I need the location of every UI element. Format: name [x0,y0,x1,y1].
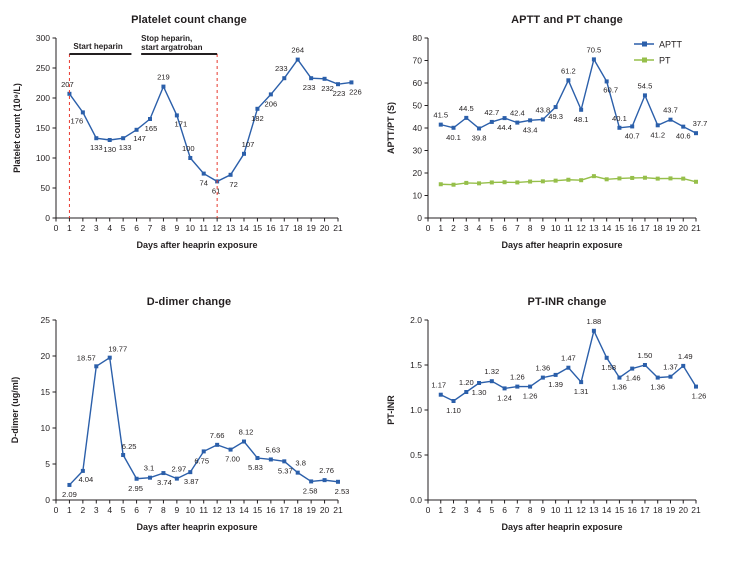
svg-text:Days after heaprin exposure: Days after heaprin exposure [501,522,623,532]
svg-text:5: 5 [489,223,495,233]
svg-text:D-dimer (ug/ml): D-dimer (ug/ml) [10,376,20,444]
svg-text:171: 171 [174,119,188,129]
svg-text:1: 1 [438,223,444,233]
svg-text:1.5: 1.5 [410,360,422,370]
svg-text:7: 7 [147,223,153,233]
svg-text:8: 8 [527,223,533,233]
svg-text:18.57: 18.57 [76,353,96,363]
svg-text:40: 40 [412,123,422,133]
svg-text:APTT: APTT [659,39,683,50]
svg-text:9: 9 [174,223,180,233]
svg-text:5.37: 5.37 [277,466,293,476]
svg-text:37.7: 37.7 [692,119,708,129]
svg-text:250: 250 [35,63,50,73]
svg-text:5.63: 5.63 [265,445,281,455]
svg-text:6: 6 [502,223,507,233]
svg-text:49.3: 49.3 [548,112,564,122]
svg-text:PT: PT [659,55,671,66]
svg-text:4: 4 [476,505,482,515]
svg-text:14: 14 [601,223,612,233]
svg-text:10: 10 [550,505,561,515]
svg-text:44.5: 44.5 [458,103,474,113]
svg-text:133: 133 [89,143,103,153]
svg-text:7.00: 7.00 [225,454,240,464]
svg-text:3: 3 [463,223,469,233]
svg-text:41.2: 41.2 [650,130,666,140]
svg-text:44.4: 44.4 [497,123,512,133]
svg-text:0: 0 [425,223,431,233]
svg-text:14: 14 [601,505,612,515]
svg-text:15: 15 [614,223,625,233]
svg-text:16: 16 [266,223,276,233]
svg-text:130: 130 [103,145,117,154]
svg-text:42.7: 42.7 [484,107,500,117]
svg-text:20: 20 [319,505,330,515]
aptt-pt-chart [378,0,756,282]
svg-text:21: 21 [691,505,701,515]
svg-text:207: 207 [61,79,74,89]
svg-text:182: 182 [251,113,264,123]
svg-text:1.10: 1.10 [446,406,461,415]
svg-text:10: 10 [40,423,50,433]
panel-ddimer-title: D-dimer change [146,296,232,308]
svg-text:11: 11 [199,223,209,233]
svg-text:1: 1 [67,505,72,515]
svg-text:7: 7 [514,505,520,515]
svg-text:54.5: 54.5 [637,81,653,91]
svg-text:15: 15 [40,387,50,397]
svg-text:16: 16 [627,505,637,515]
svg-text:0.5: 0.5 [410,450,422,460]
svg-text:1.20: 1.20 [458,378,474,387]
svg-text:40.1: 40.1 [612,113,627,123]
panel-aptt-pt [378,0,756,282]
svg-text:2.0: 2.0 [410,315,422,325]
svg-text:1.46: 1.46 [625,373,641,383]
svg-text:74: 74 [199,178,208,188]
svg-text:6.75: 6.75 [194,456,210,466]
svg-text:100: 100 [181,144,195,153]
svg-text:50: 50 [412,100,422,111]
svg-text:50: 50 [40,183,50,193]
svg-text:13: 13 [225,223,236,233]
svg-text:14: 14 [239,505,249,515]
panel-ptinr [378,282,756,564]
svg-text:3.8: 3.8 [295,458,306,468]
svg-text:20: 20 [319,223,330,233]
svg-text:41.5: 41.5 [433,110,449,120]
svg-text:0: 0 [45,213,50,223]
svg-text:2.76: 2.76 [319,466,334,476]
svg-text:12: 12 [576,505,586,515]
panel-platelet-count [0,0,378,282]
svg-text:18: 18 [652,223,663,233]
svg-text:5.83: 5.83 [248,463,263,473]
svg-text:15: 15 [252,505,263,515]
svg-text:5: 5 [120,223,126,233]
svg-text:Days after heaprin exposure: Days after heaprin exposure [501,240,623,250]
svg-text:PT-INR: PT-INR [386,395,396,425]
svg-text:70.5: 70.5 [586,45,602,55]
svg-text:4: 4 [107,223,113,233]
svg-text:3.1: 3.1 [143,463,155,473]
svg-text:1.39: 1.39 [548,379,564,389]
svg-text:0: 0 [53,223,59,233]
svg-text:4: 4 [107,505,113,515]
svg-text:1.0: 1.0 [410,405,422,415]
svg-text:150: 150 [35,123,50,133]
svg-text:2.53: 2.53 [334,486,350,496]
svg-text:15: 15 [252,223,263,233]
svg-text:48.1: 48.1 [573,114,589,124]
svg-text:Days after heaprin exposure: Days after heaprin exposure [136,240,258,250]
svg-text:Stop heparin,: Stop heparin, [141,34,193,43]
svg-text:40.6: 40.6 [675,131,691,141]
svg-text:10: 10 [185,505,196,515]
svg-text:223: 223 [332,89,346,99]
svg-text:40.1: 40.1 [446,132,461,142]
svg-text:233: 233 [302,83,316,93]
svg-text:10: 10 [185,223,196,233]
svg-text:60: 60 [412,78,422,88]
svg-text:5: 5 [45,459,50,469]
svg-text:70: 70 [412,55,422,66]
svg-text:60.7: 60.7 [603,85,619,95]
svg-text:0.0: 0.0 [410,495,422,505]
svg-text:165: 165 [144,124,158,133]
svg-text:19: 19 [306,505,316,515]
svg-text:1.36: 1.36 [535,363,551,373]
svg-text:2.58: 2.58 [302,486,318,496]
svg-text:2: 2 [451,223,456,233]
svg-text:2: 2 [80,505,86,515]
svg-text:6: 6 [134,223,139,233]
svg-text:5: 5 [120,505,126,515]
svg-text:8: 8 [527,505,533,515]
svg-text:0: 0 [53,505,59,515]
ptinr-chart [378,282,756,564]
svg-text:1: 1 [438,505,444,515]
svg-text:1.36: 1.36 [650,382,666,392]
svg-text:18: 18 [292,505,303,515]
svg-text:21: 21 [691,223,701,233]
svg-text:133: 133 [118,143,132,153]
svg-text:Days after heaprin exposure: Days after heaprin exposure [136,522,258,532]
svg-text:3.74: 3.74 [157,478,172,488]
svg-text:7: 7 [147,505,153,515]
svg-text:232: 232 [321,83,334,93]
svg-text:0: 0 [425,505,431,515]
svg-text:1.37: 1.37 [663,362,678,372]
svg-text:8: 8 [161,223,166,233]
svg-text:Platelet count (10⁹/L): Platelet count (10⁹/L) [12,83,22,173]
svg-text:1.24: 1.24 [497,393,512,403]
svg-text:1.26: 1.26 [691,391,707,401]
svg-text:3: 3 [463,505,469,515]
svg-text:1.26: 1.26 [522,391,538,401]
svg-text:43.8: 43.8 [535,105,551,115]
svg-text:2.97: 2.97 [171,464,187,474]
svg-text:226: 226 [349,87,362,97]
svg-text:80: 80 [412,33,422,43]
svg-text:1.30: 1.30 [471,388,487,397]
svg-text:14: 14 [239,223,249,233]
svg-text:2.95: 2.95 [128,483,143,493]
svg-text:APTT/PT (S): APTT/PT (S) [386,102,396,154]
svg-text:2.09: 2.09 [62,489,77,499]
svg-text:17: 17 [279,223,290,233]
svg-text:17: 17 [279,505,290,515]
svg-text:6.25: 6.25 [121,442,137,451]
svg-text:18: 18 [652,505,663,515]
svg-text:1: 1 [67,223,72,233]
svg-text:11: 11 [563,223,573,233]
svg-text:11: 11 [563,505,573,515]
svg-text:6: 6 [134,505,139,515]
svg-text:20: 20 [678,223,688,233]
svg-text:2: 2 [451,505,456,515]
svg-text:61.2: 61.2 [560,66,576,76]
svg-text:12: 12 [212,505,222,515]
svg-text:12: 12 [212,223,222,233]
svg-text:72: 72 [229,179,238,189]
svg-text:19: 19 [665,505,676,515]
svg-text:206: 206 [264,99,278,109]
svg-text:0: 0 [417,213,422,223]
svg-text:8: 8 [161,505,166,515]
svg-text:15: 15 [614,505,625,515]
ddimer-chart [0,282,378,564]
panel-aptt-title: APTT and PT change [511,14,623,26]
svg-text:4.04: 4.04 [78,474,94,484]
svg-text:0: 0 [45,495,50,505]
svg-text:100: 100 [35,153,50,163]
panel-ptinr-title: PT-INR change [527,296,607,308]
svg-text:21: 21 [333,505,343,515]
svg-text:17: 17 [640,223,650,233]
svg-text:11: 11 [199,505,209,515]
panel-platelet-title: Platelet count change [131,14,247,26]
svg-text:16: 16 [627,223,637,233]
svg-text:6: 6 [502,505,507,515]
svg-text:1.31: 1.31 [573,387,589,397]
svg-text:9: 9 [540,505,546,515]
svg-text:7.66: 7.66 [209,430,225,440]
svg-text:9: 9 [540,223,546,233]
platelet-chart [0,0,378,282]
svg-text:1.47: 1.47 [560,353,576,363]
svg-text:13: 13 [589,223,599,233]
svg-text:17: 17 [640,505,650,515]
svg-text:264: 264 [291,45,305,55]
svg-text:42.4: 42.4 [509,108,525,118]
svg-text:2: 2 [80,223,86,233]
svg-text:10: 10 [412,190,422,201]
svg-text:43.4: 43.4 [522,125,538,135]
svg-text:4: 4 [476,223,482,233]
svg-text:Start heparin: Start heparin [73,42,123,51]
svg-text:13: 13 [589,505,599,515]
svg-text:18: 18 [292,223,303,233]
svg-text:25: 25 [40,315,50,325]
svg-text:5: 5 [489,505,495,515]
svg-text:start argatroban: start argatroban [141,43,203,52]
svg-text:233: 233 [274,64,288,74]
svg-text:3: 3 [93,505,99,515]
svg-text:219: 219 [157,72,170,82]
svg-text:300: 300 [35,33,50,43]
svg-text:1.50: 1.50 [637,351,653,360]
svg-text:1.88: 1.88 [586,316,602,326]
svg-text:10: 10 [550,223,561,233]
svg-text:1.32: 1.32 [484,367,500,377]
svg-text:39.8: 39.8 [471,133,487,143]
svg-text:9: 9 [174,505,180,515]
svg-text:19: 19 [665,223,676,233]
svg-text:20: 20 [678,505,688,515]
svg-text:3: 3 [93,223,99,233]
svg-text:1.58: 1.58 [601,362,617,372]
svg-text:43.7: 43.7 [663,105,678,115]
svg-text:20: 20 [40,351,50,361]
svg-text:1.17: 1.17 [431,380,447,390]
svg-text:3.87: 3.87 [183,477,199,487]
svg-text:107: 107 [241,139,255,149]
svg-text:147: 147 [133,133,146,143]
svg-text:30: 30 [412,145,422,156]
svg-text:16: 16 [266,505,276,515]
svg-text:8.12: 8.12 [238,427,254,437]
svg-text:1.36: 1.36 [612,382,627,392]
svg-text:200: 200 [35,93,50,103]
svg-text:176: 176 [70,116,84,126]
svg-text:19: 19 [306,223,316,233]
svg-text:7: 7 [514,223,520,233]
svg-text:1.49: 1.49 [677,351,693,361]
panel-ddimer [0,282,378,564]
svg-text:61: 61 [211,186,221,196]
svg-text:40.7: 40.7 [624,131,640,141]
svg-text:19.77: 19.77 [108,344,128,354]
svg-text:13: 13 [225,505,236,515]
svg-text:20: 20 [412,168,422,178]
svg-text:1.26: 1.26 [509,372,525,382]
svg-text:21: 21 [333,223,343,233]
svg-text:12: 12 [576,223,586,233]
